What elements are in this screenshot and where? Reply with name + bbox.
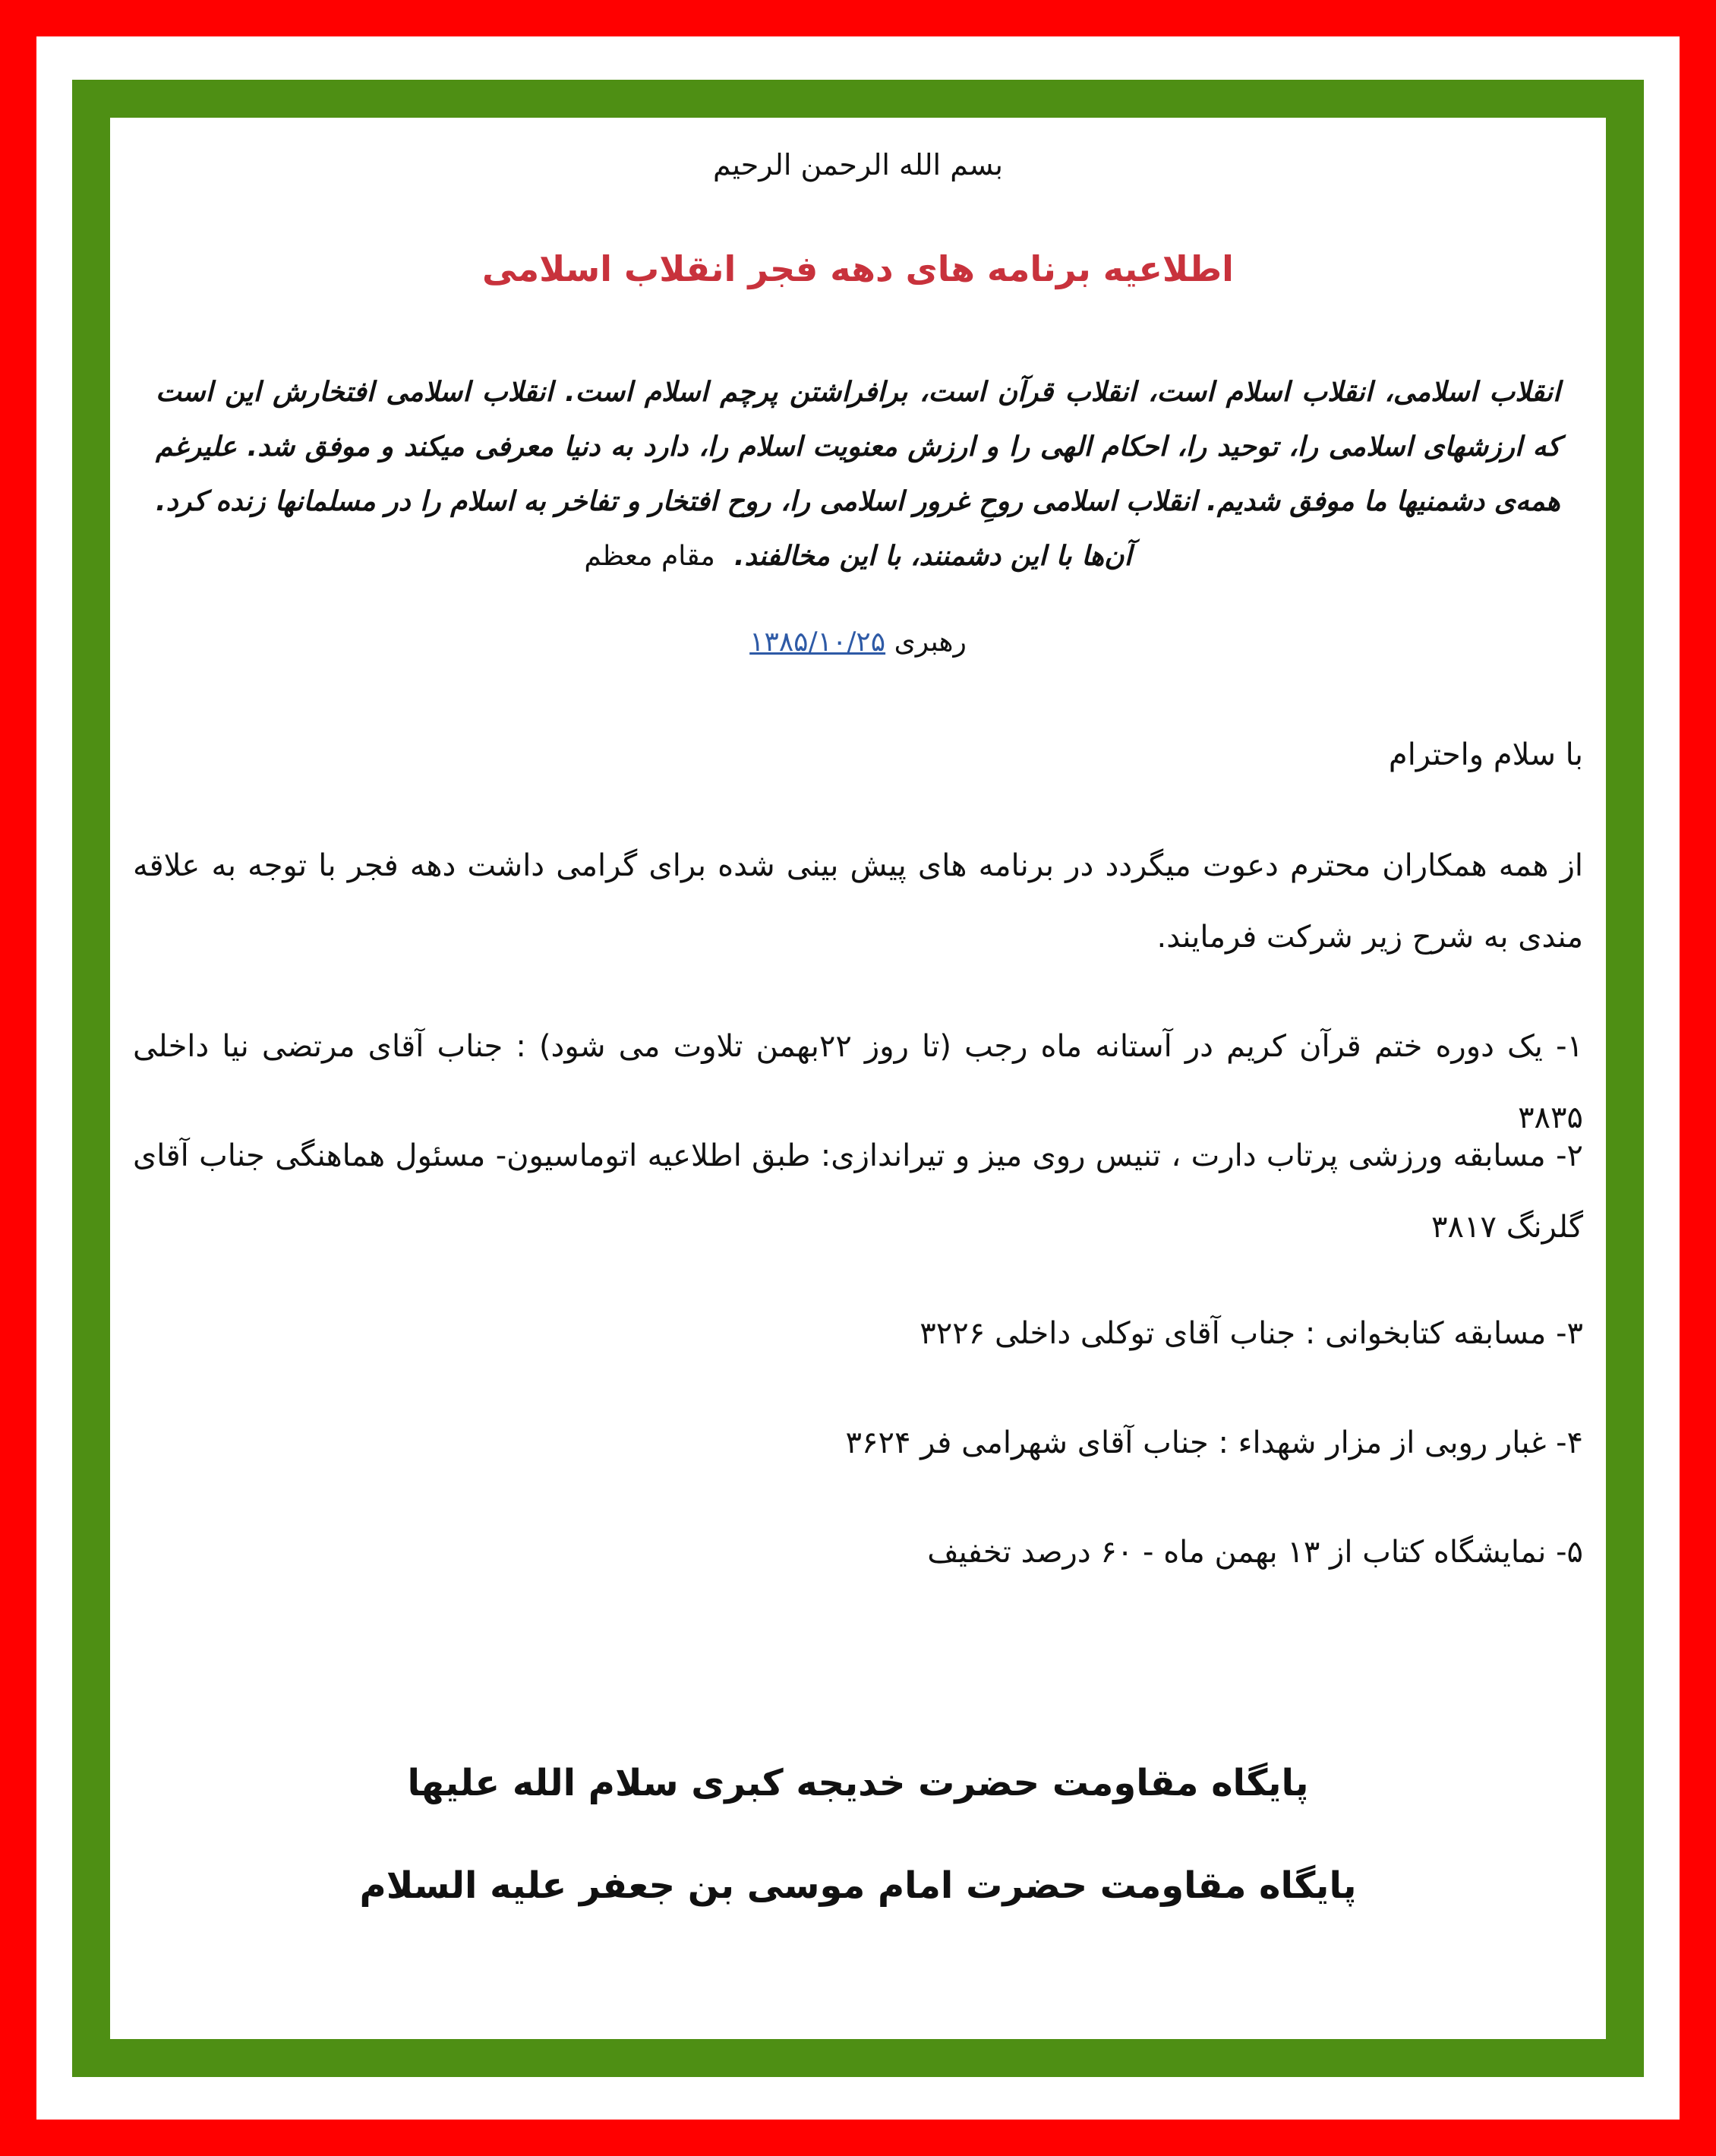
intro-paragraph: از همه همکاران محترم دعوت میگردد در برنامه های پیش بینی شده برای گرامی داشت دهه فجر با توجه به علاقه مندی به شرح زیر شرکت فرمایند. bbox=[133, 848, 1583, 955]
list-item: ۳- مسابقه کتابخوانی : جناب آقای توکلی داخلی ۳۲۲۶ bbox=[920, 1316, 1583, 1351]
quote-source-suffix: رهبری bbox=[894, 627, 967, 658]
greeting: با سلام واحترام bbox=[1388, 737, 1583, 772]
list-item: ۱- یک دوره ختم قرآن کریم در آستانه ماه رجب (تا روز ۲۲بهمن تلاوت می شود) : جناب آقای مرتضی نیا داخلی ۳۸۳۵ bbox=[133, 1029, 1583, 1135]
bismillah-heading: بسم الله الرحمن الرحیم bbox=[713, 148, 1003, 182]
leader-quote bbox=[156, 365, 1560, 584]
footer-signature-1: پایگاه مقاومت حضرت خدیجه کبری سلام الله علیها bbox=[407, 1762, 1309, 1804]
quote-source-line bbox=[133, 627, 1583, 658]
list-item: ۲- مسابقه ورزشی پرتاب دارت ، تنیس روی میز و تیراندازی: طبق اطلاعیه اتوماسیون- مسئول هماهنگی جناب آقای گلرنگ ۳۸۱۷ bbox=[133, 1138, 1583, 1245]
document-content bbox=[110, 118, 1606, 2039]
announcement-title: اطلاعیه برنامه های دهه فجر انقلاب اسلامی bbox=[482, 248, 1234, 289]
footer-signature-2: پایگاه مقاومت حضرت امام موسی بن جعفر علیه السلام bbox=[359, 1864, 1357, 1907]
quote-date-link[interactable]: ۱۳۸۵/۱۰/۲۵ bbox=[749, 627, 886, 658]
list-item: ۵- نمایشگاه کتاب از ۱۳ بهمن ماه - ۶۰ درصد تخفیف bbox=[927, 1535, 1583, 1570]
quote-text: انقلاب اسلامی، انقلاب اسلام است، انقلاب قرآن است، برافراشتن پرچم اسلام است. انقلاب اسلامی افتخارش این است که ارزشهای اسلامی را، توحید را، احکام الهی را و ارزش معنویت اسلام را، دارد به دنیا معرفی میکند و موفق شد. علیرغم همه‌ی دشمنیها ما موفق شدیم. انقلاب اسلامی روحِ غرور اسلامی را، روح افتخار و تفاخر به اسلام را در مسلمانها زنده کرد. آن‌ها با این دشمنند، با این مخالفند. bbox=[156, 377, 1560, 572]
quote-source-prefix: مقام معظم bbox=[584, 541, 715, 572]
list-item: ۴- غبار روبی از مزار شهداء : جناب آقای شهرامی فر ۳۶۲۴ bbox=[845, 1425, 1583, 1460]
